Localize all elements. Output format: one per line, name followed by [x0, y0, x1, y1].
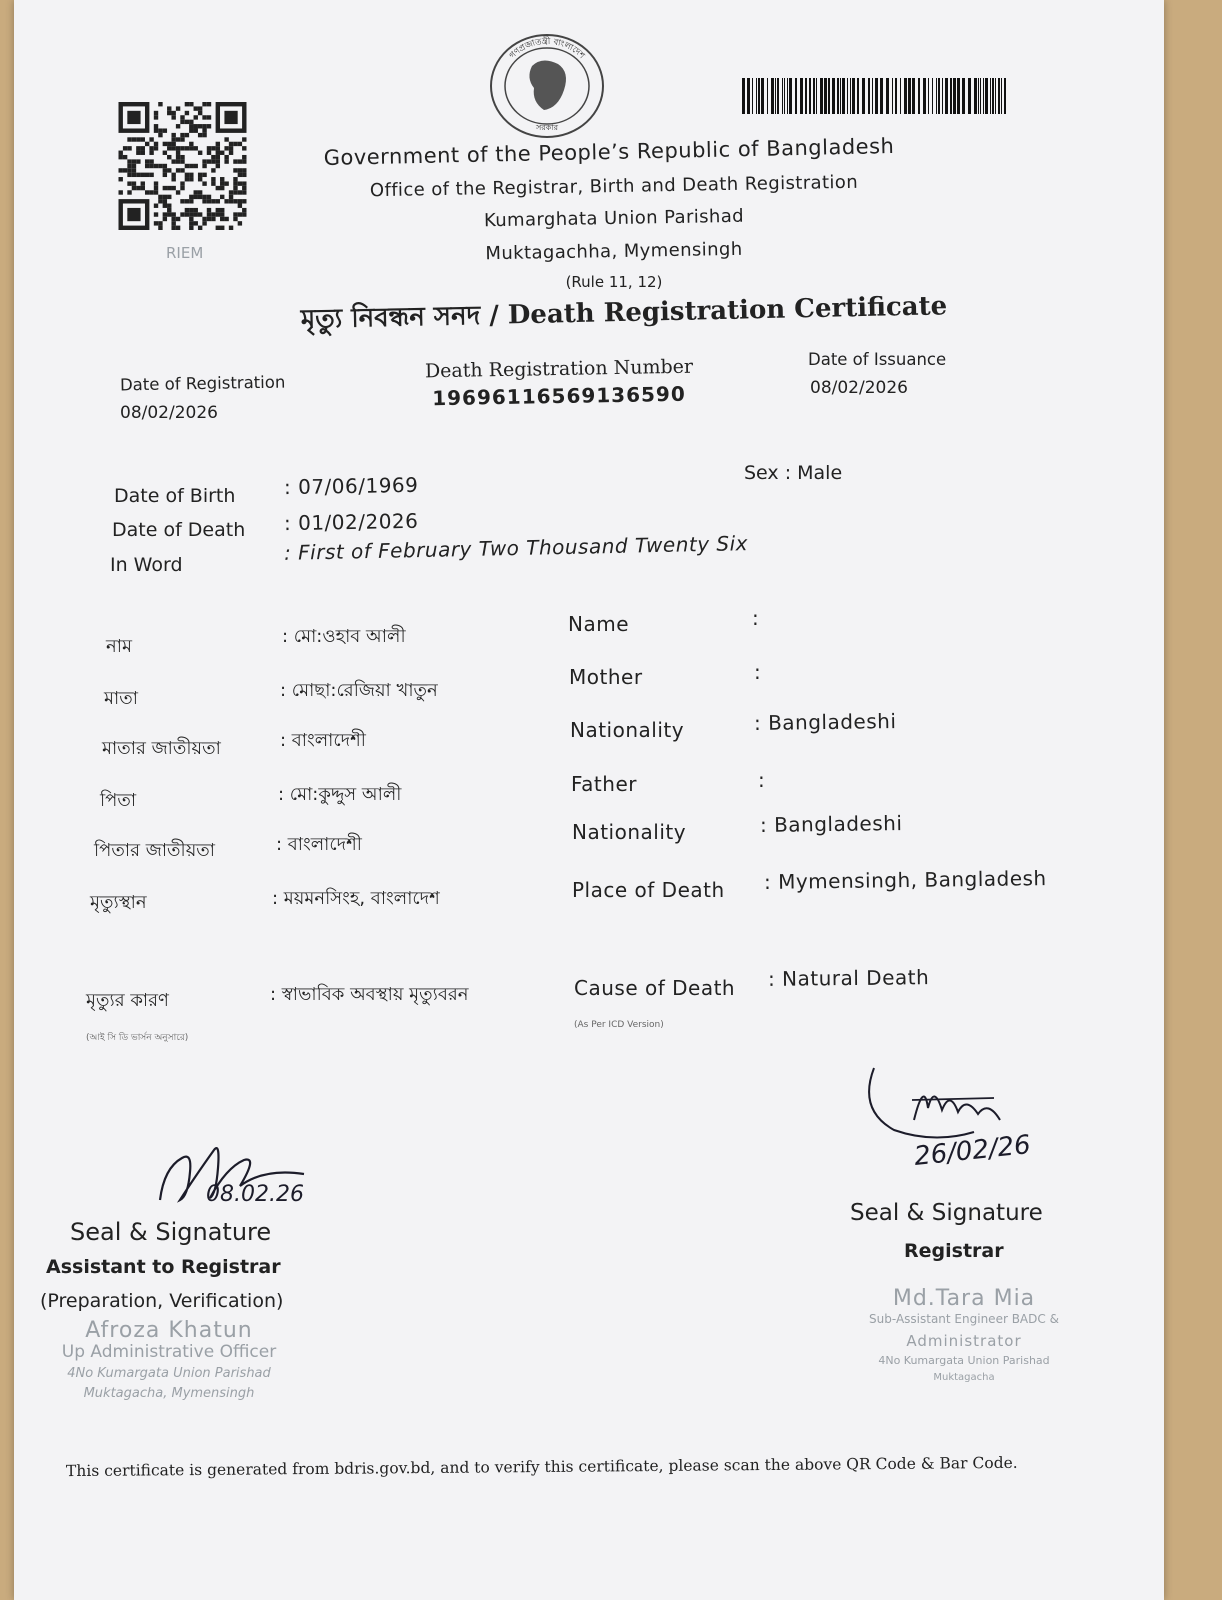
registrar-stamp-admin: Administrator: [906, 1332, 1022, 1350]
en-label-name: Name: [568, 612, 630, 636]
en-value-name: :: [752, 606, 760, 630]
dob-value: : 07/06/1969: [283, 472, 419, 500]
bn-value-name: : মো:ওহাব আলী: [282, 626, 406, 647]
in-word-value: : First of February Two Thousand Twenty Six: [283, 531, 749, 565]
assistant-stamp-location: Muktagacha, Mymensingh: [83, 1386, 255, 1401]
bn-label-name: নাম: [106, 636, 132, 657]
seal-ring-top: গণপ্রজাতন্ত্রী বাংলাদেশ: [507, 36, 587, 62]
verification-footer: This certificate is generated from bdris.gov.bd, and to verify this certificate, please scan the above QR Code & Bar Code.: [65, 1453, 1018, 1481]
certificate-title: মৃত্যু নিবন্ধন সনদ / Death Registration Certificate: [300, 291, 948, 335]
bn-value-cause-of-death: : স্বাভাবিক অবস্থায় মৃত্যুবরন: [270, 984, 469, 1005]
government-seal-icon: [488, 32, 606, 140]
bn-label-father: পিতা: [100, 790, 137, 811]
en-value-father: :: [758, 768, 766, 792]
bn-label-cause-of-death: মৃত্যুর কারণ: [86, 990, 169, 1011]
en-value-nationality-mother: : Bangladeshi: [753, 709, 897, 735]
en-label-father: Father: [571, 772, 637, 796]
bn-label-father-nationality: পিতার জাতীয়তা: [94, 840, 216, 861]
header-union: Kumarghata Union Parishad: [483, 205, 745, 232]
en-label-mother: Mother: [569, 665, 643, 689]
assistant-stamp-name: Afroza Khatun: [85, 1318, 253, 1343]
en-icd-note: (As Per ICD Version): [574, 1020, 664, 1030]
registration-number: 19696116569136590: [432, 381, 686, 411]
registrar-stamp-office: 4No Kumargata Union Parishad: [878, 1354, 1050, 1367]
en-value-mother: :: [754, 660, 762, 684]
bn-value-father-nationality: : বাংলাদেশী: [276, 834, 362, 855]
qr-code: [110, 102, 255, 230]
seal-ring-bottom: সরকার: [535, 123, 559, 132]
bn-value-father: : মো:কুদ্দুস আলী: [278, 784, 402, 805]
assistant-seal-title: Seal & Signature: [70, 1218, 272, 1246]
bn-value-mother: : মোছা:রেজিয়া খাতুন: [280, 680, 438, 701]
bn-value-place-of-death: : ময়মনসিংহ, বাংলাদেশ: [272, 888, 440, 909]
assistant-sub-role: (Preparation, Verification): [40, 1290, 284, 1312]
bn-label-mother-nationality: মাতার জাতীয়তা: [102, 738, 221, 759]
registration-date: 08/02/2026: [120, 403, 218, 423]
assistant-role: Assistant to Registrar: [46, 1256, 281, 1278]
registrar-handwritten-date: 26/02/26: [912, 1129, 1033, 1173]
header-office: Office of the Registrar, Birth and Death Registration: [369, 171, 859, 202]
sex-value: Sex : Male: [744, 462, 843, 484]
issuance-date: 08/02/2026: [810, 378, 908, 398]
barcode: [742, 78, 1012, 114]
header-rule: (Rule 11, 12): [565, 273, 663, 291]
registrar-role: Registrar: [904, 1240, 1004, 1262]
en-label-cause-of-death: Cause of Death: [574, 976, 736, 1000]
en-value-nationality-father: : Bangladeshi: [759, 811, 903, 837]
en-label-nationality-mother: Nationality: [570, 718, 685, 742]
en-value-cause-of-death: : Natural Death: [767, 965, 930, 991]
in-word-label: In Word: [110, 554, 183, 576]
bn-icd-note: (আই সি ডি ভার্সন অনুসারে): [86, 1033, 189, 1043]
en-label-place-of-death: Place of Death: [572, 878, 725, 902]
issuance-date-label: Date of Issuance: [808, 350, 947, 369]
assistant-stamp-designation: Up Administrative Officer: [61, 1342, 277, 1362]
en-value-place-of-death: : Mymensingh, Bangladesh: [763, 866, 1047, 894]
registrar-stamp-designation: Sub-Assistant Engineer BADC &: [869, 1312, 1059, 1326]
en-label-nationality-father: Nationality: [572, 820, 687, 844]
assistant-stamp-office: 4No Kumargata Union Parishad: [67, 1366, 271, 1381]
registrar-stamp-name: Md.Tara Mia: [892, 1286, 1036, 1311]
registration-date-label: Date of Registration: [119, 372, 286, 395]
bn-label-place-of-death: মৃত্যুস্থান: [90, 892, 147, 913]
header-government: Government of the People’s Republic of Bangladesh: [323, 134, 895, 170]
bn-label-mother: মাতা: [104, 688, 138, 709]
dob-label: Date of Birth: [114, 485, 236, 507]
assistant-handwritten-date: 08.02.26: [206, 1182, 304, 1207]
bn-value-mother-nationality: : বাংলাদেশী: [280, 730, 366, 751]
registrar-seal-title: Seal & Signature: [850, 1200, 1043, 1226]
dod-label: Date of Death: [112, 519, 246, 541]
qr-caption: RIEM: [166, 244, 204, 262]
registrar-stamp-location: Muktagacha: [933, 1372, 995, 1383]
header-location: Muktagachha, Mymensingh: [485, 238, 743, 265]
certificate-page: [14, 0, 1164, 1600]
dod-value: : 01/02/2026: [283, 508, 419, 536]
registration-number-label: Death Registration Number: [424, 355, 694, 383]
